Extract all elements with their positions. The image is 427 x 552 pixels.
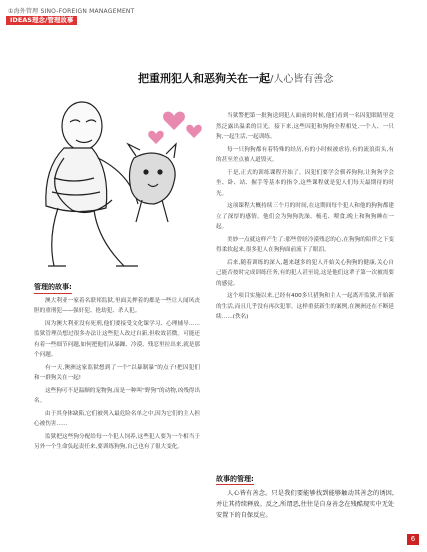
left-paragraph: 有一天,澳洲这家监狱想到了一个“以暴制暴”的点子!把囚犯们和一群狗关在一起! (34, 364, 200, 381)
right-paragraph: 每一只狗狗都有着特殊的经历,有的小时候被虐待,有的流浪街头,有的甚至差点被人道毁灭。 (216, 146, 394, 163)
left-paragraph: 澳大利亚一家着名联邦监狱,里面关押着的都是一些让人闻风丧胆的重刑犯——强奸犯、抢劫犯、杀人犯。 (34, 297, 200, 314)
left-paragraph: 监狱把这些狗分配给每一个犯人饲养,这些犯人要为一个相当于另外一个生命负起责任来,要训练狗狗,自己也有了很大变化。 (34, 433, 200, 450)
page-number: 6 (407, 534, 419, 545)
insight-text: 人心皆有善念。只是我们要能够找到能够触动其善念的诱因,并让其持续释放。反之,所谓恶,往往是自身善念在残酷现实中无处安置下的自保反应。 (216, 490, 394, 519)
left-paragraph: 因为澳大利亚没有死刑,他们要接受文化课学习、心理辅导……监狱管理员想过很多办法让这些犯人改过自新,但收效甚微。可能还有着一些细节问题,如何把他们从暴躁、冷漠、残忍里拉出来,就是那个问题。 (34, 320, 200, 358)
management-insight (216, 466, 394, 521)
left-column (34, 282, 200, 455)
right-column (216, 111, 394, 325)
insight-heading: 故事的管理: (216, 475, 254, 483)
article-title (138, 70, 333, 86)
right-paragraph: 当狱警把第一批狗送到犯人面前的时候,他们看到一名囚犯眼睛里竟然泛露出温柔的目光。接下来,这些囚犯和狗狗全程相处,一个人、一只狗,一起生活,一起训练。 (216, 113, 394, 140)
right-paragraph: 美妙一点就这样产生了:那些曾经冷漠残忍的心,在狗狗的陪伴之下变得柔软起来,很多犯人在狗狗面前流下了眼泪。 (216, 236, 394, 253)
magazine-header: ①海外管理 SINO-FOREIGN MANAGEMENT (8, 8, 135, 15)
right-paragraph: 后来,随着训练的深入,越来越多的犯人开始关心狗狗的健康,关心自己能否按时完成训练任务,有的犯人甚至说,这是他们这辈子第一次被需要的感觉。 (216, 259, 394, 287)
left-paragraph: 由于其身体缺陷,它们被列入最危险名单之中,因为它们的主人担心被伤害…… (34, 410, 200, 427)
article-subtitle: /人心皆有善念 (270, 74, 334, 85)
right-paragraph: 这个项目实施以来,已经有400多只猎狗和主人一起离开监狱,开始新的生活,而且几乎没有再次犯罪。这样重获新生的案例,在澳洲还在不断延续……(佚名) (216, 293, 394, 320)
cartoon-illustration (24, 88, 214, 274)
section-label: IDEAS理念/管理故事 (6, 16, 77, 25)
right-paragraph: 于是,正式的训练课程开始了。囚犯们要学会驯养狗狗,让狗狗学会坐、卧、站、握手等基本的指令,这些课程就是犯人们每天最期待的时光。 (216, 169, 394, 197)
left-paragraph: 这些狗可不是温顺的宠物狗,而是一种叫“野狗”的动物,凶残得出名。 (34, 387, 200, 404)
article-title-main: 把重刑犯人和恶狗关在一起 (138, 72, 270, 85)
story-heading: 管理的故事: (34, 282, 72, 294)
right-paragraph: 这项课程大概持续三个月的时间,在这期间每个犯人和他的狗狗都建立了深厚的感情。他们会为狗狗洗澡、梳毛、喂食,晚上和狗狗睡在一起。 (216, 203, 394, 230)
